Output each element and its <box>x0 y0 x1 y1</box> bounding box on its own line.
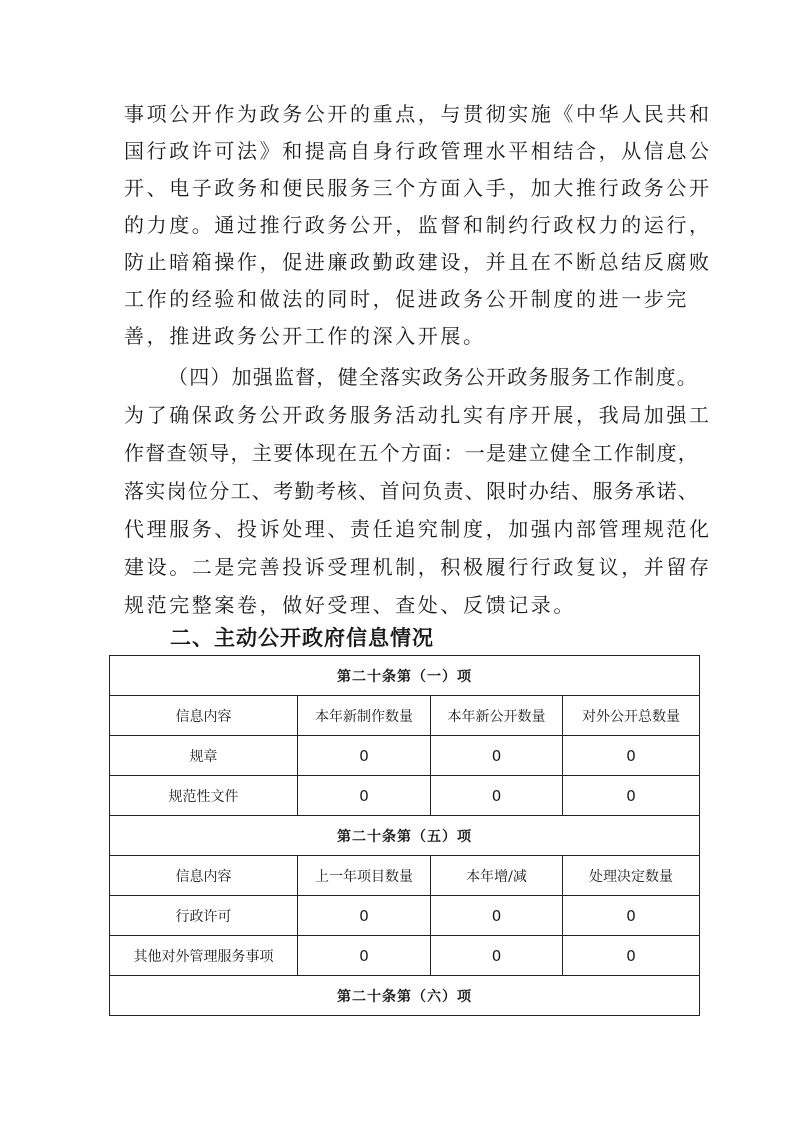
section-title-row <box>110 976 700 1016</box>
body-text-line: 开、电子政务和便民服务三个方面入手，加大推行政务公开 <box>124 176 712 200</box>
body-text-line: 代理服务、投诉处理、责任追究制度，加强内部管理规范化 <box>124 517 712 541</box>
value-cell: 0 <box>298 936 431 976</box>
value-cell: 0 <box>431 736 563 776</box>
table-row <box>110 936 700 976</box>
body-text-line: 防止暗箱操作，促进廉政勤政建设，并且在不断总结反腐败 <box>124 250 712 274</box>
header-cell: 信息内容 <box>110 696 298 736</box>
body-text-line: 为了确保政务公开政务服务活动扎实有序开展，我局加强工 <box>124 403 712 427</box>
table-row <box>110 736 700 776</box>
body-text-line: 作督查领导，主要体现在五个方面：一是建立健全工作制度， <box>124 441 700 465</box>
header-cell: 本年增/减 <box>431 856 563 896</box>
value-cell: 0 <box>563 736 700 776</box>
body-text-line: 落实岗位分工、考勤考核、首问负责、限时办结、服务承诺、 <box>124 479 700 503</box>
body-text-line: 规范完整案卷，做好受理、查处、反馈记录。 <box>124 593 576 617</box>
table-row <box>110 776 700 816</box>
value-cell: 0 <box>298 736 431 776</box>
value-cell: 0 <box>563 936 700 976</box>
value-cell: 0 <box>431 896 563 936</box>
header-cell: 本年新公开数量 <box>431 696 563 736</box>
row-label-cell: 行政许可 <box>110 896 298 936</box>
value-cell: 0 <box>563 776 700 816</box>
value-cell: 0 <box>563 896 700 936</box>
row-label-cell: 规范性文件 <box>110 776 298 816</box>
body-text-line: 国行政许可法》和提高自身行政管理水平相结合，从信息公 <box>124 139 712 163</box>
table-header-row <box>110 696 700 736</box>
body-text-line: 事项公开作为政务公开的重点，与贯彻实施《中华人民共和 <box>124 102 712 126</box>
section-title-cell: 第二十条第（六）项 <box>110 976 700 1016</box>
section-title-row <box>110 816 700 856</box>
header-cell: 信息内容 <box>110 856 298 896</box>
section-title-cell: 第二十条第（五）项 <box>110 816 700 856</box>
row-label-cell: 其他对外管理服务事项 <box>110 936 298 976</box>
header-cell: 上一年项目数量 <box>298 856 431 896</box>
body-text-line: 善，推进政务公开工作的深入开展。 <box>124 324 486 348</box>
value-cell: 0 <box>431 776 563 816</box>
header-cell: 本年新制作数量 <box>298 696 431 736</box>
value-cell: 0 <box>431 936 563 976</box>
body-text-line: 建设。二是完善投诉受理机制，积极履行行政复议，并留存 <box>124 555 712 579</box>
table-row <box>110 896 700 936</box>
value-cell: 0 <box>298 776 431 816</box>
table-header-row <box>110 856 700 896</box>
body-text-line: 工作的经验和做法的同时，促进政务公开制度的进一步完 <box>124 287 689 311</box>
value-cell: 0 <box>298 896 431 936</box>
section-title-row <box>110 656 700 696</box>
header-cell: 对外公开总数量 <box>563 696 700 736</box>
section-heading: 二、主动公开政府信息情况 <box>170 626 434 650</box>
row-label-cell: 规章 <box>110 736 298 776</box>
body-text-line: 的力度。通过推行政务公开，监督和制约行政权力的运行， <box>124 213 712 237</box>
header-cell: 处理决定数量 <box>563 856 700 896</box>
section-title-cell: 第二十条第（一）项 <box>110 656 700 696</box>
information-disclosure-table <box>109 655 700 1016</box>
subsection-title-line: （四）加强监督，健全落实政务公开政务服务工作制度。 <box>168 365 698 389</box>
